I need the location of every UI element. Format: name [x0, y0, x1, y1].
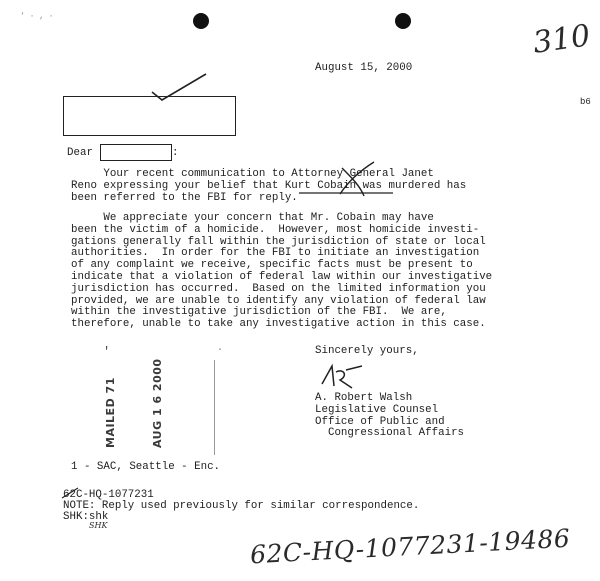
handwritten-file-number: 62C-HQ-1077231-19486 [249, 523, 571, 570]
handwritten-initials: SHK [89, 521, 108, 530]
file-reference: 62C-HQ-1077231 [63, 489, 154, 501]
salutation-colon: : [172, 147, 179, 159]
text-line: Reno expressing your belief that Kurt Cobain was murdered has [71, 179, 467, 192]
text-line: provided, we are unable to identify any violation of federal law [71, 294, 486, 307]
mailed-stamp: MAILED 71 [104, 377, 117, 448]
text-line: jurisdiction has occurred. Based on the limited information you [71, 282, 486, 295]
text-line: Your recent communication to Attorney General Janet [71, 168, 434, 180]
signer-office: Office of Public and [315, 415, 445, 428]
text-line: We appreciate your concern that Mr. Cobain may have [71, 212, 434, 224]
text-line: therefore, unable to take any investigative action in this case. [71, 318, 486, 331]
redacted-address-box [63, 96, 236, 136]
text-line: indicate that a violation of federal law within our investigative [71, 270, 493, 283]
salutation-dear: Dear [67, 147, 93, 159]
signer-title: Legislative Counsel [315, 403, 439, 416]
date-received-stamp: AUG 1 6 2000 [151, 358, 164, 448]
text-line: been the victim of a homicide. However, most homicide investi- [71, 223, 480, 236]
stray-line [214, 360, 215, 455]
note-line: NOTE: Reply used previously for similar correspondence. [63, 500, 420, 512]
signer-office: Congressional Affairs [315, 427, 465, 440]
underline-mark [297, 189, 397, 201]
text-line: authorities. In order for the FBI to initiate an investigation [71, 247, 480, 260]
text-line: within the investigative jurisdiction of the FBI. We are, [71, 306, 447, 319]
signer-block [315, 393, 464, 440]
scan-speckle: ‘ · , · [20, 12, 54, 21]
punch-hole-left [193, 13, 209, 29]
check-mark-icon [150, 72, 210, 102]
stray-mark: ′ [103, 345, 111, 359]
stray-mark: · [217, 345, 224, 356]
text-line: of any complaint we receive, specific facts must be present to [71, 259, 473, 272]
carbon-copy-line: 1 - SAC, Seattle - Enc. [71, 461, 221, 473]
strike-mark [60, 486, 82, 500]
text-line: been referred to the FBI for reply. [71, 191, 298, 204]
foia-exemption-code: b6 [580, 97, 591, 107]
closing-sincerely: Sincerely yours, [315, 345, 419, 357]
redacted-name-box [100, 144, 172, 161]
paragraph-2 [71, 213, 492, 331]
signature-mark [318, 362, 368, 392]
handwritten-page-number: 310 [530, 18, 593, 61]
punch-hole-right [395, 13, 411, 29]
text-line: gations generally fall within the jurisdiction of state or local [71, 235, 486, 248]
paragraph-1 [71, 169, 466, 204]
typist-initials: SHK:shk [63, 511, 109, 523]
signer-name: A. Robert Walsh [315, 392, 413, 404]
letter-date: August 15, 2000 [315, 62, 413, 74]
